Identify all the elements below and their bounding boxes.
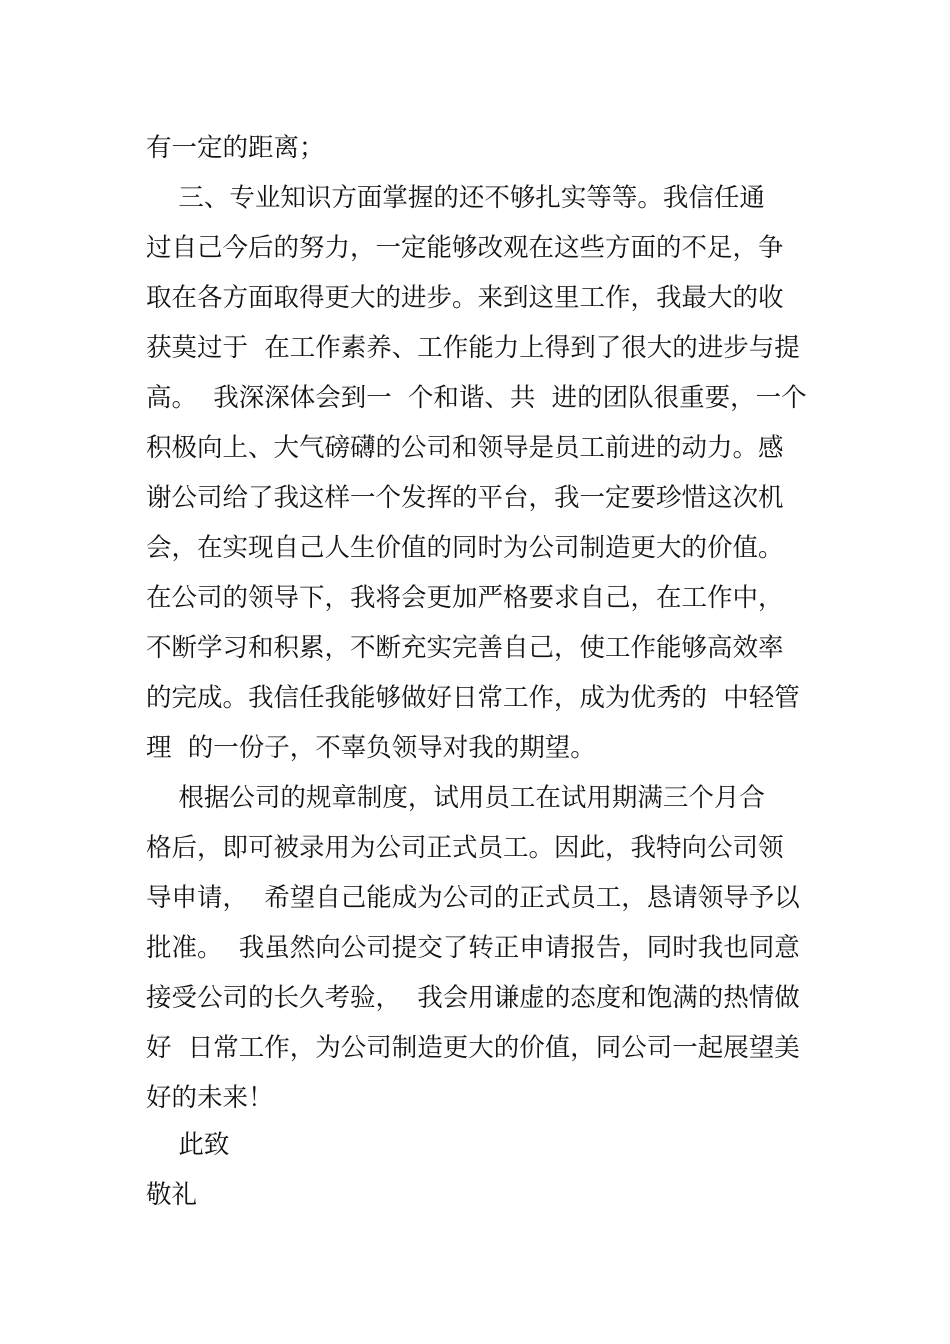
text-line: 根据公司的规章制度，试用员工在试用期满三个月合 [146,783,765,813]
text-line: 有一定的距离； [146,133,325,163]
text-line: 谢公司给了我这样一个发挥的平台，我一定要珍惜这次机 [146,483,784,513]
text-line: 好 日常工作，为公司制造更大的价值，同公司一起展望美 [146,1033,800,1063]
text-line: 积极向上、大气磅礴的公司和领导是员工前进的动力。感 [146,433,784,463]
text-line: 理 的一份子，不辜负领导对我的期望。 [146,733,596,763]
text-line: 取在各方面取得更大的进步。来到这里工作，我最大的收 [146,283,784,313]
text-line: 格后，即可被录用为公司正式员工。因此，我特向公司领 [146,833,784,863]
text-line: 不断学习和积累，不断充实完善自己，使工作能够高效率 [146,633,784,663]
text-line: 三、专业知识方面掌握的还不够扎实等等。我信任通 [146,183,765,213]
text-line: 批准。 我虽然向公司提交了转正申请报告，同时我也同意 [146,933,800,963]
text-line: 在公司的领导下，我将会更加严格要求自己，在工作中， [146,583,784,613]
text-line: 获莫过于 在工作素养、工作能力上得到了很大的进步与提 [146,333,800,363]
text-line: 好的未来！ [146,1083,274,1113]
text-line: 高。 我深深体会到一 个和谐、共 进的团队很重要，一个 [146,383,807,413]
text-line: 会，在实现自己人生价值的同时为公司制造更大的价值。 [146,533,784,563]
text-line: 导申请， 希望自己能成为公司的正式员工，恳请领导予以 [146,883,800,913]
text-line: 接受公司的长久考验， 我会用谦虚的态度和饱满的热情做 [146,983,800,1013]
closing-line: 此致 [146,1130,230,1160]
text-line: 过自己今后的努力，一定能够改观在这些方面的不足，争 [146,233,784,263]
text-line: 的完成。我信任我能够做好日常工作，成为优秀的 中轻管 [146,683,800,713]
salutation-line: 敬礼 [146,1180,198,1210]
